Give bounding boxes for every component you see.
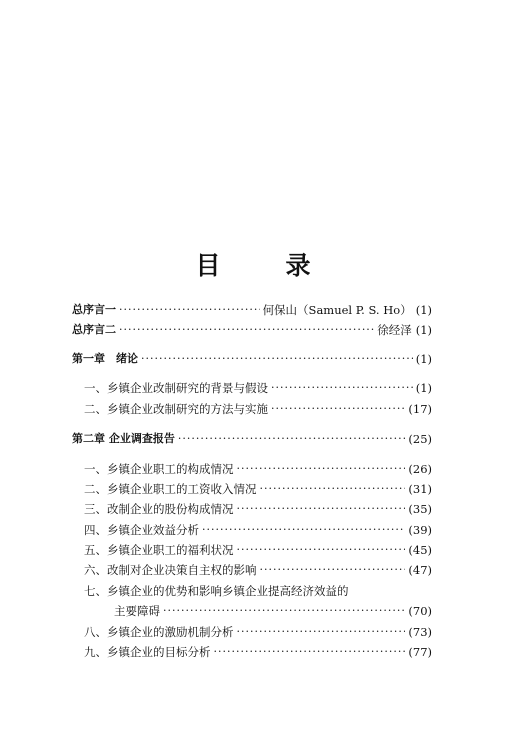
toc-entry-page: (25) <box>408 432 432 446</box>
toc-entry-label: 一、乡镇企业职工的构成情况 <box>84 462 234 476</box>
leader-dots <box>271 384 413 396</box>
leader-dots <box>237 505 406 517</box>
toc-entry-label: 八、乡镇企业的激励机制分析 <box>84 625 234 639</box>
toc-entry-label: 总序言一 <box>72 303 116 316</box>
toc-entry-page: (45) <box>408 543 432 557</box>
leader-dots <box>163 607 405 619</box>
toc-entry-label: 五、乡镇企业职工的福利状况 <box>84 543 234 557</box>
toc-entry-2-6[interactable] <box>72 560 432 578</box>
leader-dots <box>260 566 406 578</box>
toc-entry-2-3[interactable] <box>72 499 432 517</box>
toc-entry-page: (31) <box>408 482 432 496</box>
leader-dots <box>178 435 406 447</box>
leader-dots <box>260 485 406 497</box>
toc-entry-label: 九、乡镇企业的目标分析 <box>84 645 211 659</box>
page-title: 目 录 <box>195 251 331 280</box>
toc-entry-page: (47) <box>408 563 432 577</box>
toc-entry-label: 七、乡镇企业的优势和影响乡镇企业提高经济效益的 <box>84 584 349 598</box>
leader-dots <box>202 526 405 538</box>
leader-dots <box>119 326 374 338</box>
toc-entry-2-2[interactable] <box>72 479 432 497</box>
toc-entry-label: 四、乡镇企业效益分析 <box>84 523 199 537</box>
toc-entry-author: 徐经泽 <box>377 323 412 337</box>
toc-entry-label: 二、乡镇企业职工的工资收入情况 <box>84 482 257 496</box>
toc-entry-page: (70) <box>408 604 432 618</box>
toc-entry-label: 二、乡镇企业改制研究的方法与实施 <box>84 402 268 416</box>
toc-entry-label: 第二章 企业调查报告 <box>72 432 175 445</box>
leader-dots <box>237 628 406 640</box>
toc-entry-label: 三、改制企业的股份构成情况 <box>84 502 234 516</box>
toc-entry-author: 何保山（Samuel P. S. Ho） <box>262 303 412 317</box>
toc-entry-preface-2[interactable] <box>72 320 432 338</box>
leader-dots <box>271 405 405 417</box>
toc-entry-page: (26) <box>408 462 432 476</box>
toc-entry-label: 第一章 绪论 <box>72 352 138 365</box>
toc-entry-label: 六、改制对企业决策自主权的影响 <box>84 563 257 577</box>
toc-entry-1-1[interactable] <box>72 378 432 396</box>
toc-entry-page: (39) <box>408 523 432 537</box>
toc-entry-page: (17) <box>408 402 432 416</box>
toc-entry-chapter-2[interactable] <box>72 429 432 447</box>
toc-entry-label: 一、乡镇企业改制研究的背景与假设 <box>84 381 268 395</box>
toc-entry-label: 总序言二 <box>72 323 116 336</box>
toc-entry-page: (1) <box>415 352 432 366</box>
toc-entry-2-7-head[interactable] <box>84 581 349 599</box>
toc-entry-page: (1) <box>415 323 432 337</box>
toc-entry-page: (77) <box>408 645 432 659</box>
toc-entry-2-7[interactable] <box>72 601 432 619</box>
toc-entry-chapter-1[interactable] <box>72 349 432 367</box>
leader-dots <box>141 355 413 367</box>
toc-entry-page: (35) <box>408 502 432 516</box>
toc-entry-page: (1) <box>415 381 432 395</box>
leader-dots <box>119 306 260 318</box>
toc-entry-2-1[interactable] <box>72 459 432 477</box>
toc-entry-1-2[interactable] <box>72 399 432 417</box>
toc-entry-2-9[interactable] <box>72 642 432 660</box>
leader-dots <box>237 465 406 477</box>
toc-entry-2-4[interactable] <box>72 520 432 538</box>
leader-dots <box>237 546 406 558</box>
toc-entry-2-8[interactable] <box>72 622 432 640</box>
leader-dots <box>214 648 406 660</box>
toc-entry-label-continued: 主要障碍 <box>114 604 160 618</box>
toc-entry-2-5[interactable] <box>72 540 432 558</box>
toc-entry-page: (73) <box>408 625 432 639</box>
toc-entry-preface-1[interactable] <box>72 300 432 318</box>
toc-entry-page: (1) <box>415 303 432 317</box>
